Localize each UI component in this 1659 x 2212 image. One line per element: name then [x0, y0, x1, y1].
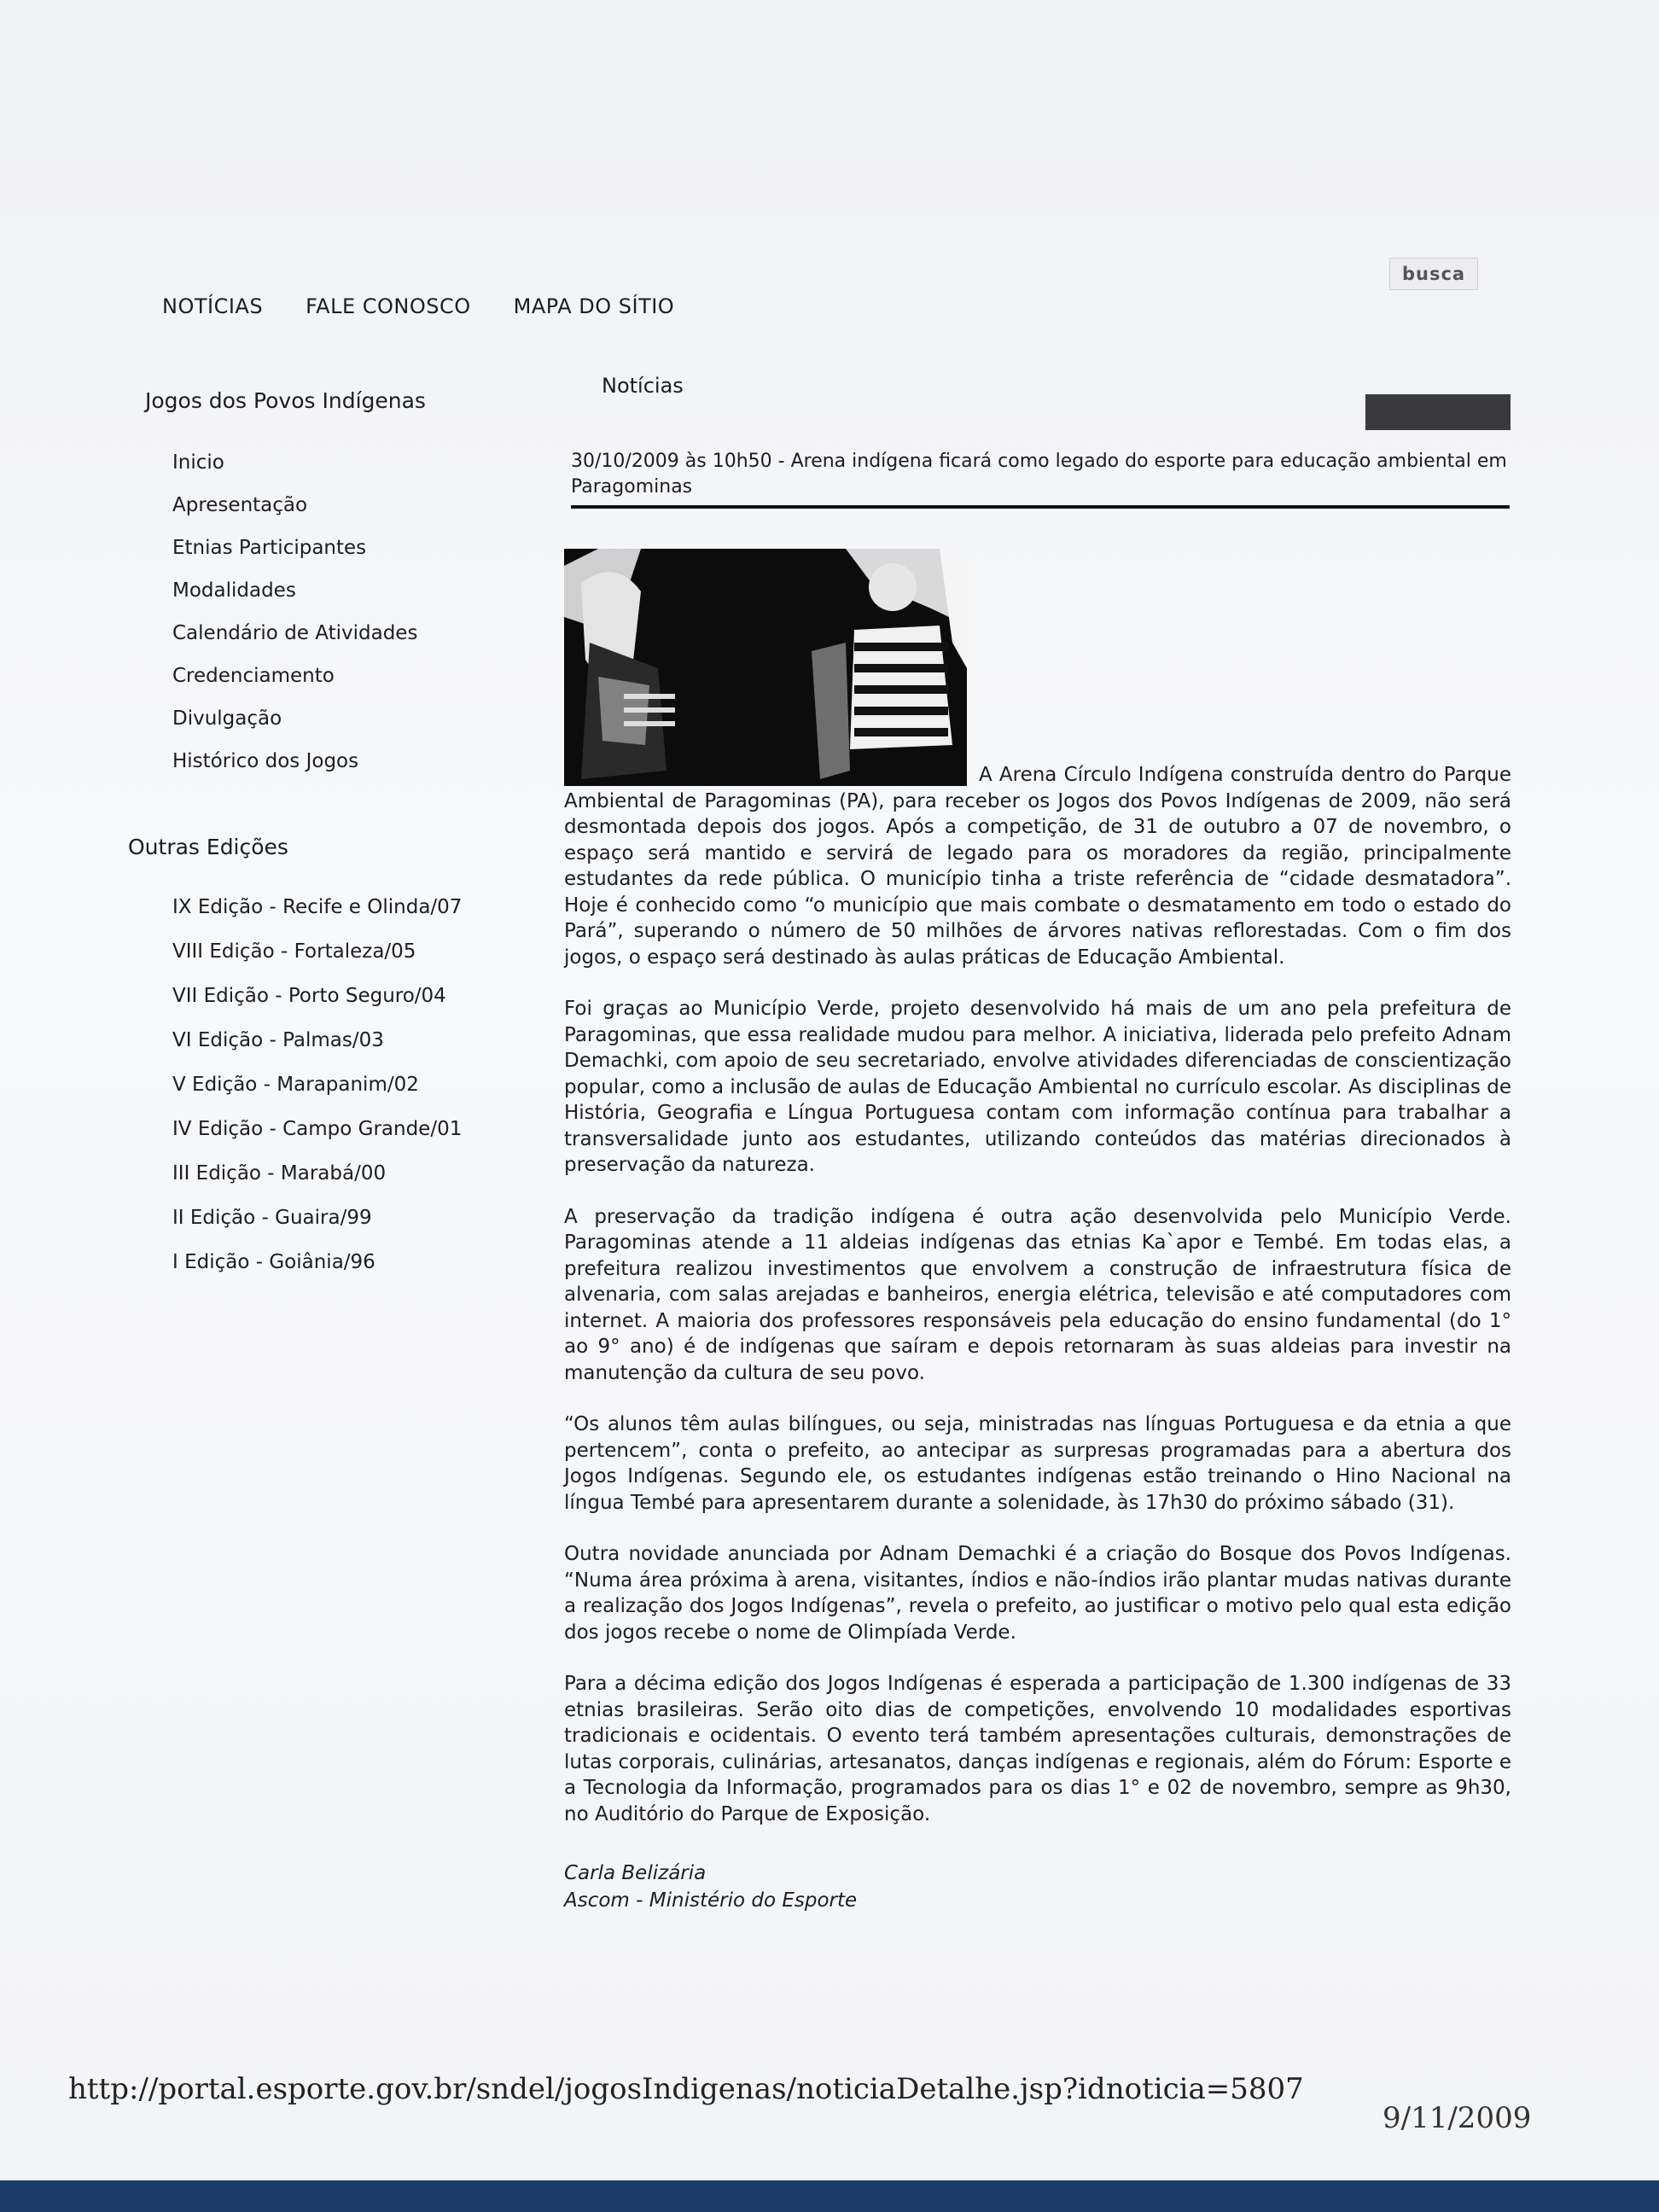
nav-noticias-link[interactable]: NOTÍCIAS [162, 294, 264, 318]
news-article [564, 549, 1511, 1914]
sidebar-item-credenciamento[interactable]: Credenciamento [172, 665, 335, 687]
other-editions-title: Outras Edições [128, 835, 288, 859]
edition-link[interactable]: IV Edição - Campo Grande/01 [172, 1118, 463, 1140]
section-label: Notícias [602, 374, 684, 398]
sidebar-item-apresentacao[interactable]: Apresentação [172, 494, 308, 516]
article-paragraph: “Os alunos têm aulas bilíngues, ou seja, ministradas nas línguas Portuguesa e da etnia a que pertencem”, conta o prefeito, ao antecipar as surpresas programadas para a abertura dos Jogos Indígenas. Segundo ele, os estudantes indígenas estão treinando o Hino Nacional na língua Tembé para apresentarem durante a solenidade, às 17h30 do próximo sábado (31). [564, 1413, 1511, 1514]
article-paragraph: Foi graças ao Município Verde, projeto desenvolvido há mais de um ano pela prefeitura de Paragominas, que essa realidade mudou para melhor. A iniciativa, liderada pelo prefeito Adnam Demachki, com apoio de seu secretariado, envolve atividades diferenciadas de conscientização popular, como a inclusão de aulas de Educação Ambiental no currículo escolar. As disciplinas de História, Geografia e Língua Portuguesa contam com informação contínua para trabalhar a transversalidade junto aos estudantes, utilizando conteúdos das matérias direcionados à preservação da natureza. [564, 998, 1511, 1176]
news-headline: 30/10/2009 às 10h50 - Arena indígena ficará como legado do esporte para educação ambiental em Paragominas [571, 449, 1510, 509]
nav-fale-conosco-link[interactable]: FALE CONOSCO [306, 294, 471, 318]
print-footer-url: http://portal.esporte.gov.br/sndel/jogosIndigenas/noticiaDetalhe.jsp?idnoticia=5807 [68, 2072, 1304, 2106]
background-strip [0, 2180, 1659, 2212]
news-photo [564, 549, 967, 786]
sidebar [128, 388, 521, 1293]
edition-link[interactable]: III Edição - Marabá/00 [172, 1162, 387, 1185]
editions-menu [145, 894, 521, 1293]
author-organization: Ascom - Ministério do Esporte [564, 1889, 858, 1912]
sidebar-item-etnias-participantes[interactable]: Etnias Participantes [172, 537, 367, 559]
edition-link[interactable]: VIII Edição - Fortaleza/05 [172, 940, 416, 963]
photo-image [564, 549, 967, 786]
top-navigation [162, 294, 674, 318]
sidebar-item-inicio[interactable]: Inicio [172, 451, 224, 474]
back-button[interactable] [1365, 394, 1511, 430]
edition-link[interactable]: VII Edição - Porto Seguro/04 [172, 985, 446, 1007]
article-paragraph: Para a décima edição dos Jogos Indígenas é esperada a participação de 1.300 indígenas de 33 etnias brasileiras. Serão oito dias de competições, envolvendo 10 modalidades esportivas tradicionais e ocidentais. O evento terá também apresentações culturais, demonstrações de lutas corporais, culinárias, artesanatos, danças indígenas e regionais, além do Fórum: Esporte e a Tecnologia da Informação, programados para os dias 1° e 02 de novembro, sempre as 9h30, no Auditório do Parque de Exposição. [564, 1673, 1511, 1825]
sidebar-item-divulgacao[interactable]: Divulgação [172, 707, 282, 730]
author-name: Carla Belizária [564, 1862, 707, 1884]
sidebar-title: Jogos dos Povos Indígenas [145, 388, 426, 413]
article-paragraph: Outra novidade anunciada por Adnam Demachki é a criação do Bosque dos Povos Indígenas. “Numa área próxima à arena, visitantes, índios e não-índios irão plantar mudas nativas durante a realização dos Jogos Indígenas”, revela o prefeito, ao justificar o motivo pelo qual esta edição dos jogos recebe o nome de Olimpíada Verde. [564, 1543, 1511, 1644]
sidebar-item-modalidades[interactable]: Modalidades [172, 579, 296, 602]
article-paragraph: A Arena Círculo Indígena construída dentro do Parque Ambiental de Paragominas (PA), para receber os Jogos dos Povos Indígenas de 2009, não será desmontada depois dos jogos. Após a competição, de 31 de outubro a 07 de novembro, o espaço será mantido e servirá de legado para os moradores da região, principalmente estudantes da rede pública. O município tinha a triste referência de “cidade desmatadora”. Hoje é conhecido como “o município que mais combate o desmatamento em todo o estado do Pará”, superando o número de 50 milhões de árvores nativas reflorestadas. Com o fim dos jogos, o espaço será destinado às aulas práticas de Educação Ambiental. [564, 764, 1511, 969]
sidebar-menu [145, 449, 521, 790]
edition-link[interactable]: V Edição - Marapanim/02 [172, 1074, 419, 1096]
search-button[interactable]: busca [1389, 258, 1478, 290]
nav-mapa-do-sitio-link[interactable]: MAPA DO SÍTIO [513, 294, 675, 318]
article-signature [564, 1860, 1511, 1914]
article-paragraph: A preservação da tradição indígena é outra ação desenvolvida pelo Município Verde. Paragominas atende a 11 aldeias indígenas das etnias Ka`apor e Tembé. Em todas elas, a prefeitura realizou investimentos que envolvem a construção de infraestrutura física de alvenaria, com salas arejadas e banheiros, energia elétrica, televisão e até computadores com internet. A maioria dos professores responsáveis pela educação do ensino fundamental (do 1° ao 9° ano) é de indígenas que saíram e depois retornaram às suas aldeias para investir na manutenção da cultura de seu povo. [564, 1205, 1511, 1384]
edition-link[interactable]: VI Edição - Palmas/03 [172, 1029, 384, 1051]
edition-link[interactable]: IX Edição - Recife e Olinda/07 [172, 896, 463, 918]
edition-link[interactable]: II Edição - Guaira/99 [172, 1207, 372, 1229]
edition-link[interactable]: I Edição - Goiânia/96 [172, 1251, 375, 1273]
sidebar-item-calendario[interactable]: Calendário de Atividades [172, 622, 418, 644]
sidebar-item-historico[interactable]: Histórico dos Jogos [172, 750, 359, 772]
print-footer-date: 9/11/2009 [1382, 2101, 1532, 2135]
